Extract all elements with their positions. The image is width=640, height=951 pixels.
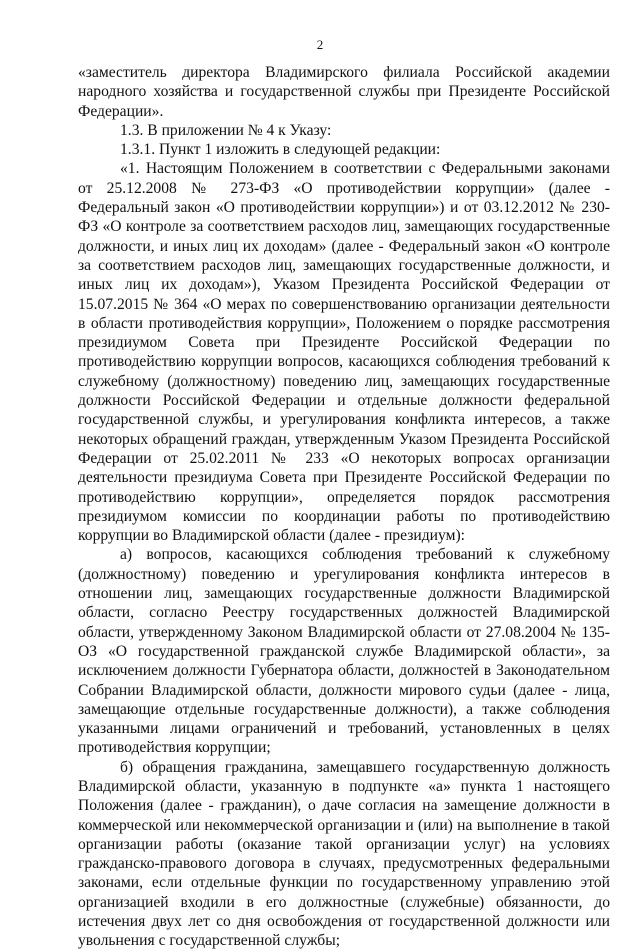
page-number: 2: [316, 37, 324, 52]
paragraph-subpoint-a: а) вопросов, касающихся соблюдения требований к служебному (должностному) поведению и урегулирования конфликта интересов в отношении лиц, замещающих государственные должности Владимирской области, согласно Реестру государственных должностей Владимирской области, утвержденному Законом Владимирской области от 27.08.2004 № 135-ОЗ «О государственной гражданской службе Владимирской области», за исключением должности Губернатора области, должностей в Законодательном Собрании Владимирской области, должности мирового судьи (далее - лица, замещающие отдельные государственные должности), а также соблюдения указанными лицами ограничений и требований, установленных в целях противодействия коррупции;: [78, 546, 610, 757]
paragraph-continuation: «заместитель директора Владимирского филиала Российской академии народного хозяйства и государственной службы при Президенте Российской Федерации».: [78, 64, 610, 120]
paragraph-section-1-3: 1.3. В приложении № 4 к Указу:: [120, 121, 332, 139]
paragraph-subpoint-b: б) обращения гражданина, замещавшего государственную должность Владимирской области, указанную в подпункте «а» пункта 1 настоящего Положения (далее - гражданин), о даче согласия на замещение должности в коммерческой или некоммерческой организации и (или) на выполнение в такой организации работы (оказание такой организации услуг) на условиях гражданско-правового договора в случаях, предусмотренных федеральными законами, если отдельные функции по государственному управлению этой организацией входили в его должностные (служебные) обязанности, до истечения двух лет со дня освобождения от государственной должности или увольнения с государственной службы;: [78, 758, 610, 950]
document-body: [78, 63, 610, 951]
paragraph-section-1-3-1: 1.3.1. Пункт 1 изложить в следующей редакции:: [120, 141, 441, 159]
paragraph-point-1: «1. Настоящим Положением в соответствии с Федеральными законами от 25.12.2008 № 273-ФЗ «О противодействии коррупции» (далее - Федеральный закон «О противодействии коррупции») и от 03.12.2012 № 230-ФЗ «О контроле за соответствием расходов лиц, замещающих государственные должности, и иных лиц их доходам» (далее - Федеральный закон «О контроле за соответствием расходов лиц, замещающих государственные должности, и иных лиц их доходам»), Указом Президента Российской Федерации от 15.07.2015 № 364 «О мерах по совершенствованию организации деятельности в области противодействия коррупции», Положением о порядке рассмотрения президиумом Совета при Президенте Российской Федерации по противодействию коррупции вопросов, касающихся соблюдения требований к служебному (должностному) поведению лиц, замещающих государственные должности Российской Федерации и отдельные должности федеральной государственной службы, и урегулирования конфликта интересов, а также некоторых обращений граждан, утвержденным Указом Президента Российской Федерации от 25.02.2011 № 233 «О некоторых вопросах организации деятельности президиума Совета при Президенте Российской Федерации по противодействию коррупции», определяется порядок рассмотрения президиумом комиссии по координации работы по противодействию коррупции во Владимирской области (далее - президиум):: [78, 160, 610, 545]
